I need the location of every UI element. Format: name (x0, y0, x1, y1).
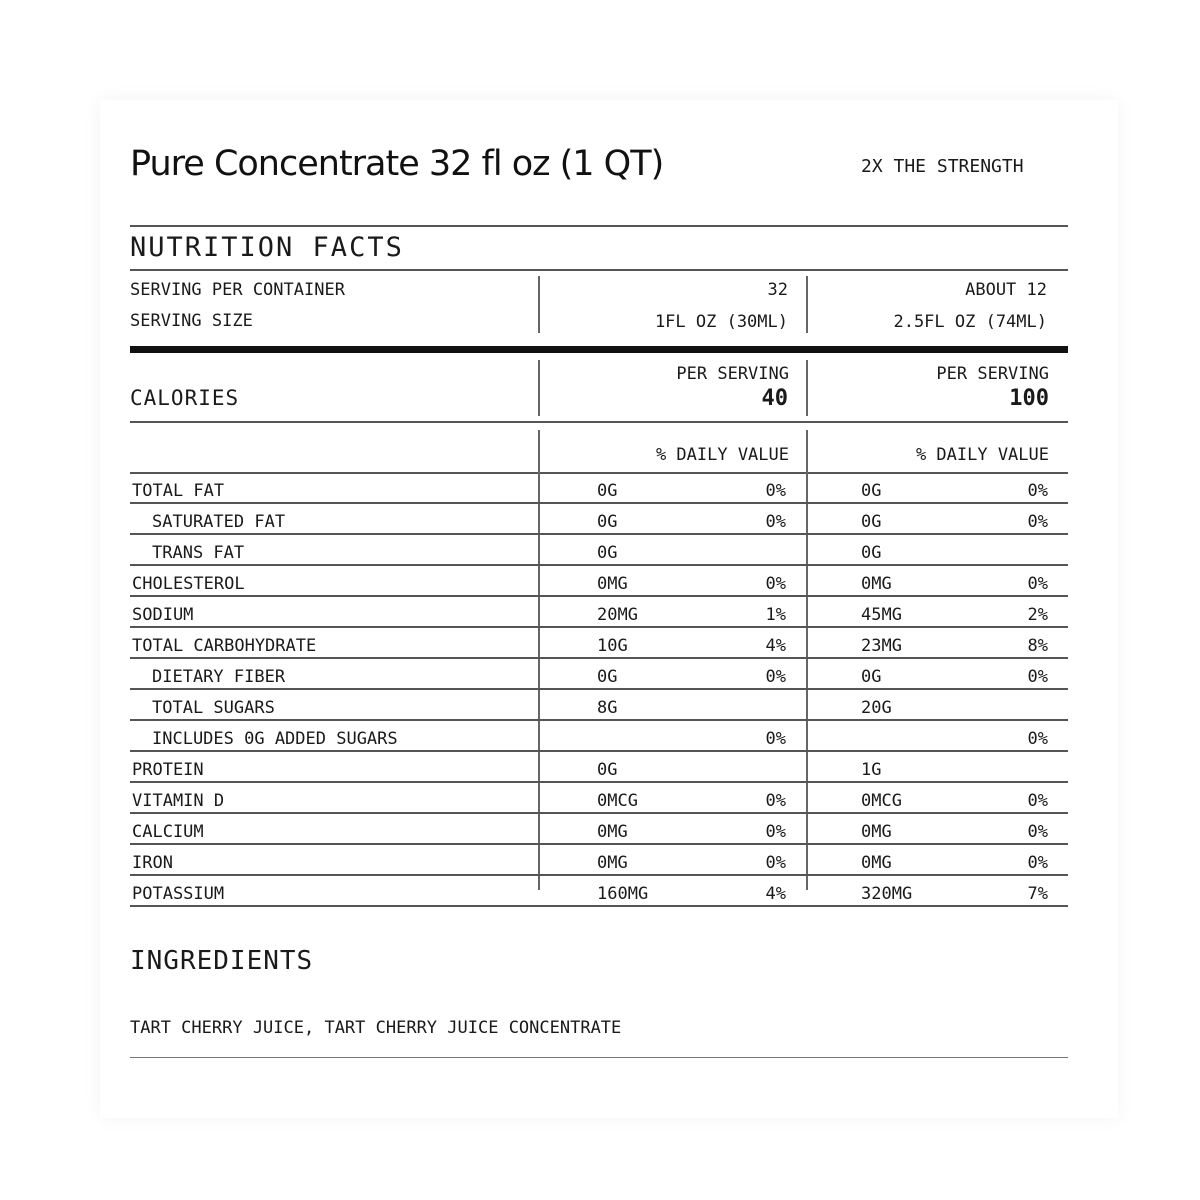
servings-col2: ABOUT 12 (965, 280, 1047, 300)
product-title: Pure Concentrate 32 fl oz (1 QT) (130, 144, 664, 184)
amount-col1: 160MG (597, 884, 649, 904)
amount-col2: 1G (861, 760, 882, 780)
percent-col2: 0% (1027, 667, 1048, 687)
table-row (130, 783, 1068, 814)
nutrient-name: TRANS FAT (152, 543, 245, 563)
nutrient-name: TOTAL SUGARS (152, 698, 275, 718)
per-serving-label-col1: PER SERVING (676, 364, 789, 384)
nutrient-name: TOTAL FAT (132, 481, 225, 501)
nutrient-name: SODIUM (132, 605, 194, 625)
percent-col2: 8% (1027, 636, 1048, 656)
amount-col2: 0MCG (861, 791, 902, 811)
table-row (130, 566, 1068, 597)
strength-tagline: 2X THE STRENGTH (861, 156, 1024, 177)
nutrient-name: IRON (132, 853, 173, 873)
nutrient-name: POTASSIUM (132, 884, 225, 904)
amount-col2: 45MG (861, 605, 902, 625)
percent-col2: 2% (1027, 605, 1048, 625)
nutrient-name: TOTAL CARBOHYDRATE (132, 636, 317, 656)
serving-size-col1: 1FL OZ (30ML) (654, 312, 788, 332)
table-row (130, 535, 1068, 566)
percent-col2: 0% (1027, 791, 1048, 811)
daily-value-label-col2: % DAILY VALUE (915, 445, 1049, 465)
ingredients-heading: INGREDIENTS (130, 946, 314, 976)
percent-col1: 4% (765, 636, 786, 656)
bottom-rule (130, 1057, 1068, 1058)
ingredients-text: TART CHERRY JUICE, TART CHERRY JUICE CONCENTRATE (130, 1018, 622, 1038)
servings-label: SERVING PER CONTAINER (130, 280, 345, 300)
nutrient-name: SATURATED FAT (152, 512, 286, 532)
amount-col2: 0G (861, 481, 882, 501)
nutrient-name: PROTEIN (132, 760, 204, 780)
row-rule (130, 905, 1068, 907)
nutrient-name: INCLUDES 0G ADDED SUGARS (152, 729, 398, 749)
amount-col2: 0MG (861, 822, 892, 842)
serving-size-col2: 2.5FL OZ (74ML) (893, 312, 1047, 332)
percent-col1: 0% (765, 853, 786, 873)
amount-col1: 0G (597, 543, 618, 563)
nutrient-name: CHOLESTEROL (132, 574, 245, 594)
amount-col1: 8G (597, 698, 618, 718)
table-row (130, 876, 1068, 907)
table-row (130, 845, 1068, 876)
percent-col1: 0% (765, 791, 786, 811)
nutrient-name: VITAMIN D (132, 791, 225, 811)
serving-size-label: SERVING SIZE (130, 311, 253, 331)
amount-col2: 320MG (861, 884, 913, 904)
servings-col1: 32 (767, 280, 788, 300)
amount-col1: 0G (597, 667, 618, 687)
percent-col2: 7% (1027, 884, 1048, 904)
nutrient-name: DIETARY FIBER (152, 667, 286, 687)
amount-col2: 0MG (861, 853, 892, 873)
table-row (130, 721, 1068, 752)
per-serving-label-col2: PER SERVING (936, 364, 1049, 384)
table-row (130, 752, 1068, 783)
percent-col1: 0% (765, 512, 786, 532)
percent-col1: 0% (765, 481, 786, 501)
percent-col2: 0% (1027, 481, 1048, 501)
table-row (130, 473, 1068, 504)
percent-col2: 0% (1027, 729, 1048, 749)
amount-col2: 0G (861, 667, 882, 687)
calories-col2: 100 (1009, 386, 1049, 411)
percent-col2: 0% (1027, 512, 1048, 532)
table-row (130, 504, 1068, 535)
percent-col1: 0% (765, 667, 786, 687)
amount-col2: 20G (861, 698, 892, 718)
percent-col2: 0% (1027, 822, 1048, 842)
column-divider (806, 276, 808, 333)
heading-rule (130, 269, 1068, 271)
percent-col2: 0% (1027, 574, 1048, 594)
table-row (130, 597, 1068, 628)
column-divider (538, 276, 540, 333)
amount-col1: 0G (597, 760, 618, 780)
amount-col2: 23MG (861, 636, 902, 656)
thick-rule (130, 346, 1068, 353)
amount-col1: 0MG (597, 853, 628, 873)
percent-col2: 0% (1027, 853, 1048, 873)
amount-col1: 0MG (597, 822, 628, 842)
amount-col1: 20MG (597, 605, 638, 625)
percent-col1: 4% (765, 884, 786, 904)
amount-col1: 0MG (597, 574, 628, 594)
nutrient-name: CALCIUM (132, 822, 204, 842)
percent-col1: 0% (765, 822, 786, 842)
table-row (130, 628, 1068, 659)
column-divider (538, 360, 540, 416)
amount-col1: 10G (597, 636, 628, 656)
amount-col2: 0G (861, 543, 882, 563)
daily-value-label-col1: % DAILY VALUE (655, 445, 789, 465)
nutrition-facts-heading: NUTRITION FACTS (130, 232, 404, 263)
column-divider (806, 360, 808, 416)
percent-col1: 0% (765, 574, 786, 594)
calories-col1: 40 (761, 386, 788, 411)
amount-col1: 0G (597, 481, 618, 501)
percent-col1: 0% (765, 729, 786, 749)
table-row (130, 690, 1068, 721)
percent-col1: 1% (765, 605, 786, 625)
calories-label: CALORIES (130, 386, 240, 410)
calories-rule (130, 421, 1068, 423)
amount-col1: 0G (597, 512, 618, 532)
table-row (130, 659, 1068, 690)
top-rule (130, 225, 1068, 227)
amount-col1: 0MCG (597, 791, 638, 811)
table-row (130, 814, 1068, 845)
amount-col2: 0MG (861, 574, 892, 594)
amount-col2: 0G (861, 512, 882, 532)
